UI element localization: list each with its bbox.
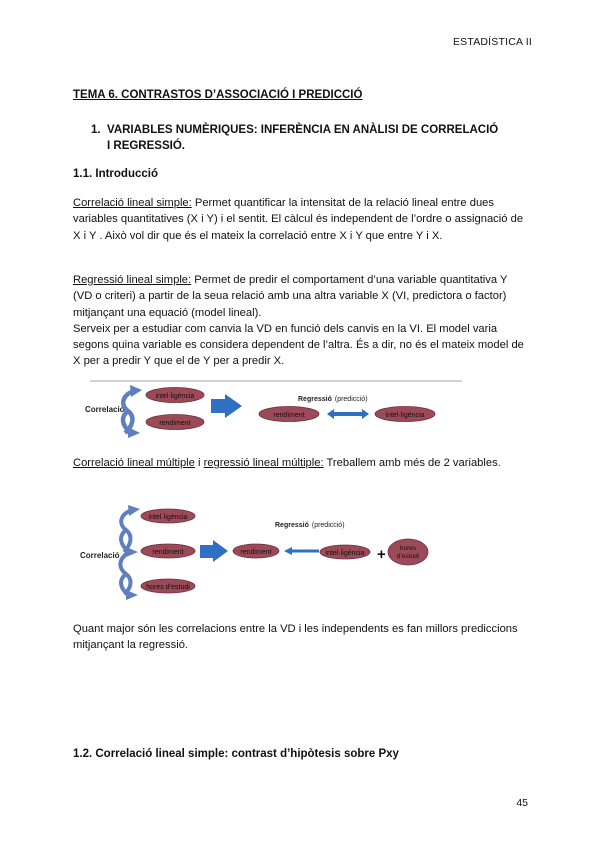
reg-node-intelligence-label: intel·ligència [325,550,365,557]
node-rendiment-label: rendiment [152,549,184,556]
subsection-heading-intro: 1.1. Introducció [73,168,158,180]
diagram2-regressio-label: Regressió (predicció) [275,522,345,529]
double-arrow-icon [327,409,369,419]
term-correlacio-multiple: Correlació lineal múltiple [73,457,195,469]
reg-node-hores-label-1: hores [399,545,417,552]
node-intelligence-label: intel·ligència [155,393,195,400]
node-intelligence-label: intel·ligència [148,514,188,521]
regressio-text: Permet de predir el comportament d’una variable quantitativa Y (VD o criteri) a partir de la seua relació amb una altra variable X (VI, predictora o factor) mitjançant una equació (model lineal). [73,274,508,319]
section-title [107,122,527,154]
correlacio-text: Permet quantificar la intensitat de la relació lineal entre dues variables quantitatives (X i Y) i el sentit. El càlcul és independent de l’ordre o assignació de X i Y . Això vol dir que és el mateix la correlació entre X i Y que entre Y i X. [73,197,524,242]
section-title-line1: VARIABLES NUMÈRIQUES: INFERÈNCIA EN ANÀLISI DE CORRELACIÓ [107,124,499,136]
paragraph-quant: Quant major són les correlacions entre la VD i les independents es fan millors prediccions mitjançant la regressió. [73,623,518,652]
multiple-connector: i [194,457,204,469]
regressio-text-2: Serveix per a estudiar com canvia la VD en funció dels canvis en la VI. El model varia segons quina variable es considera dependent de l’altra. És a dir, no és el mateix model de X per a predir Y que el de Y per a predir X. [73,322,524,368]
reg-node-rendiment-label: rendiment [240,549,272,556]
left-arrow-icon [284,547,319,555]
node-rendiment-label: rendiment [159,420,191,427]
multiple-text: Treballem amb més de 2 variables. [323,457,501,469]
paragraph-correlacio [73,195,529,244]
term-regressio-multiple: regressió lineal múltiple: [203,457,324,469]
chapter-title: TEMA 6. CONTRASTOS D’ASSOCIACIÓ I PREDICCIÓ [73,89,363,101]
running-header: ESTADÍSTICA II [452,36,532,48]
diagram1-regressio-label: Regressió (predicció) [298,396,368,403]
paragraph-regressio [73,272,529,370]
reg-node-hores-estudi [388,539,428,565]
reg-node-intelligence-label: intel·ligència [385,412,425,419]
paragraph-multiple [73,455,529,471]
term-regressio: Regressió lineal simple: [73,274,192,286]
curl-arrow-icon [123,385,142,438]
right-arrow-icon [200,540,228,562]
node-hores-estudi-label: hores d’estudi [146,584,190,591]
reg-node-hores-label-2: d’estudi [396,553,420,560]
section-title-line2: I REGRESSIÓ. [107,140,185,152]
diagram2-correlacio-label: Correlació [80,551,120,560]
reg-node-rendiment-label: rendiment [273,412,305,419]
diagram1-correlacio-label: Correlació [85,405,125,414]
section-number: 1. [91,124,101,136]
plus-sign: + [377,546,386,563]
right-arrow-icon [211,394,242,418]
diagram-simple [70,375,470,440]
diagram-multiple [70,500,440,602]
page-number: 45 [516,797,528,809]
curl-arrows-icon [120,505,140,600]
term-correlacio: Correlació lineal simple: [73,197,192,209]
subsection-heading-contrast: 1.2. Correlació lineal simple: contrast d’hipòtesis sobre Pxy [73,748,399,760]
